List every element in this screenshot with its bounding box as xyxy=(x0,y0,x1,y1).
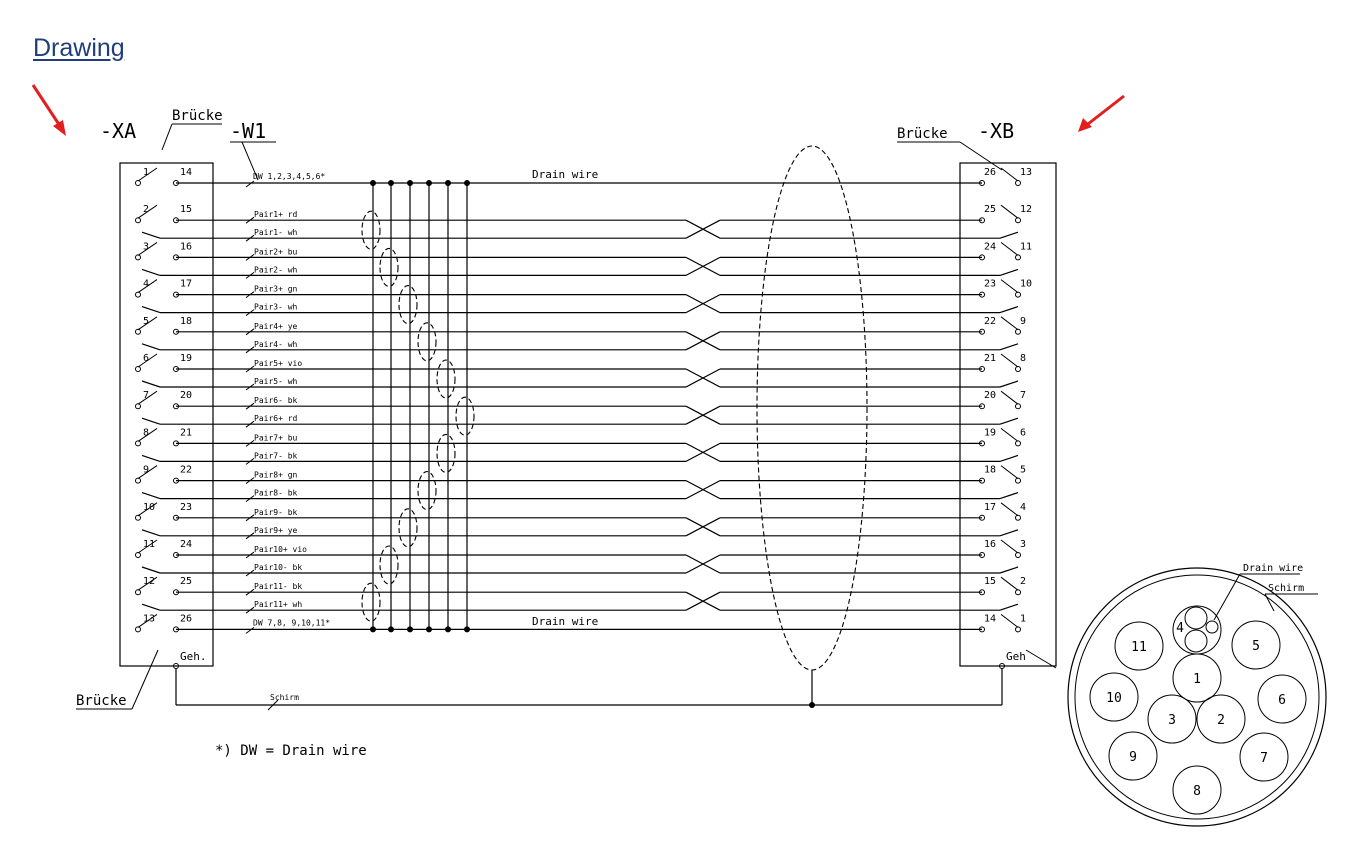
xa-pin-number: 8 xyxy=(143,427,150,439)
xb-pin-number: 20 xyxy=(984,390,997,402)
xb-pin-number: 26 xyxy=(984,167,997,178)
xb-pin-number: 3 xyxy=(1020,539,1027,550)
cable-w1-label: -W1 xyxy=(230,119,267,143)
xb-pin-number: 23 xyxy=(984,278,997,290)
drain-wire-label-bottom: Drain wire xyxy=(532,615,599,628)
xb-pin-number: 22 xyxy=(984,315,997,327)
xb-pin-number: 1 xyxy=(1020,613,1027,625)
core-label: 4 xyxy=(1176,621,1184,636)
wire-label: Pair8- bk xyxy=(254,488,298,498)
wire-label: Pair11- bk xyxy=(254,582,303,592)
core-label: 7 xyxy=(1260,751,1268,766)
xa-pin-number: 12 xyxy=(143,576,156,588)
wire-label: Pair4+ ye xyxy=(254,321,298,331)
xb-pin-number: 6 xyxy=(1020,427,1027,439)
wire-label: Pair1- wh xyxy=(254,228,298,238)
wire-label: Pair6+ rd xyxy=(254,414,298,424)
wire-label: Pair7+ bu xyxy=(254,433,298,443)
wire-label: Pair9+ ye xyxy=(254,525,298,535)
xa-bridge-top-label: Brücke xyxy=(172,108,223,124)
pair-shield-loop xyxy=(380,248,398,286)
xa-bridge-bottom-label: Brücke xyxy=(76,693,127,709)
pair-shield-loop xyxy=(362,211,380,249)
core-label: 6 xyxy=(1278,693,1286,708)
wire-label: Pair5- wh xyxy=(254,377,298,386)
xb-pin-number: 19 xyxy=(984,427,997,439)
wire-label: Pair6- bk xyxy=(254,396,298,406)
xa-pin-number: 7 xyxy=(143,390,150,402)
xa-pin-number: 6 xyxy=(143,353,150,364)
xa-pin-number: 19 xyxy=(180,353,193,364)
core-label: 5 xyxy=(1252,639,1260,654)
core-label: 9 xyxy=(1129,750,1137,765)
xa-pin-number: 20 xyxy=(180,390,193,402)
xb-pin-number: 7 xyxy=(1020,390,1027,402)
xb-pin-number: 24 xyxy=(984,241,997,253)
wire-label: Pair9- bk xyxy=(254,507,298,517)
xb-pin-number: 11 xyxy=(1020,241,1033,253)
core-label: 1 xyxy=(1193,672,1201,687)
xb-pin-number: 16 xyxy=(984,539,997,550)
xa-pin-number: 1 xyxy=(143,167,150,178)
red-arrow-xa xyxy=(33,85,66,136)
xb-bridge-label: Brücke xyxy=(897,126,948,142)
wire-label: Pair1+ rd xyxy=(254,210,298,220)
xb-pin-number: 17 xyxy=(984,501,997,513)
pair-shield-loop xyxy=(362,583,380,621)
wire-label: Pair8+ gn xyxy=(254,470,298,480)
connector-xa-pins xyxy=(136,167,193,632)
xa-housing-label: Geh. xyxy=(180,650,207,663)
pair-shield-loop xyxy=(399,286,417,324)
xa-pin-number: 3 xyxy=(143,241,150,253)
red-arrow-xb xyxy=(1078,96,1124,132)
wire-label: Pair10- bk xyxy=(254,563,303,572)
pair-shield-loop xyxy=(399,509,417,547)
xa-pin-number: 14 xyxy=(180,167,193,178)
xb-pin-number: 18 xyxy=(984,464,997,476)
cross-section-shield-label: Schirm xyxy=(1268,583,1305,594)
xa-pin-number: 25 xyxy=(180,576,193,588)
xb-pin-number: 14 xyxy=(984,613,997,625)
xa-pin-number: 15 xyxy=(180,204,193,216)
cable-shield-ellipse xyxy=(757,146,867,670)
core-label: 11 xyxy=(1131,640,1147,655)
wire-label: Pair7- bk xyxy=(254,451,298,461)
xb-pin-number: 9 xyxy=(1020,315,1027,327)
xb-pin-number: 25 xyxy=(984,204,997,216)
xa-pin-number: 26 xyxy=(180,613,193,625)
xb-pin-number: 21 xyxy=(984,353,997,364)
wire-label: Pair3- wh xyxy=(254,302,298,312)
pair-shield-loop xyxy=(380,546,398,584)
xb-pin-number: 8 xyxy=(1020,353,1027,364)
wire-label: Pair10+ vio xyxy=(254,545,307,554)
xb-pin-number: 12 xyxy=(1020,204,1033,216)
core-label: 10 xyxy=(1106,691,1122,706)
pair-shield-loop xyxy=(456,397,474,435)
drain-wire-label-top: Drain wire xyxy=(532,168,599,181)
xb-pin-number: 2 xyxy=(1020,576,1027,588)
xb-pin-number: 4 xyxy=(1020,501,1027,513)
xb-housing-label: Geh xyxy=(1006,650,1026,663)
shield-label: Schirm xyxy=(270,693,299,702)
xa-pin-number: 11 xyxy=(143,539,156,550)
cross-section-drain-label: Drain wire xyxy=(1243,563,1304,574)
xa-pin-number: 22 xyxy=(180,464,193,476)
xa-pin-number: 17 xyxy=(180,278,193,290)
xa-pin-number: 16 xyxy=(180,241,193,253)
xa-pin-number: 13 xyxy=(143,613,156,625)
xa-pin-number: 10 xyxy=(143,501,156,513)
xa-pin-number: 24 xyxy=(180,539,193,550)
wire-label: Pair11+ wh xyxy=(254,600,303,610)
xa-pin-number: 2 xyxy=(143,204,150,216)
cross-section-cores xyxy=(1090,606,1306,814)
wire-label: DW 7,8, 9,10,11* xyxy=(253,618,331,628)
xa-pin-number: 21 xyxy=(180,427,193,439)
wire-label: Pair4- wh xyxy=(254,339,298,349)
wire-labels xyxy=(246,172,330,633)
xb-pin-number: 10 xyxy=(1020,278,1033,290)
pair-shield-loop xyxy=(437,434,455,472)
xa-pin-number: 5 xyxy=(143,315,150,327)
xa-pin-number: 9 xyxy=(143,464,150,476)
wire-label: DW 1,2,3,4,5,6* xyxy=(253,172,326,181)
connector-xb-label: -XB xyxy=(978,119,1015,143)
pair-shield-loop xyxy=(418,472,436,510)
xb-pin-number: 15 xyxy=(984,576,997,588)
xa-pin-number: 4 xyxy=(143,278,150,290)
page-title: Drawing xyxy=(33,34,125,62)
cable-cross-section xyxy=(1068,563,1326,826)
wire-label: Pair2- wh xyxy=(254,265,298,275)
wire-label: Pair2+ bu xyxy=(254,247,298,257)
xb-pin-number: 13 xyxy=(1020,167,1033,178)
pair-shield-loop xyxy=(418,323,436,361)
xb-pin-number: 5 xyxy=(1020,464,1027,476)
core-label: 8 xyxy=(1193,784,1201,799)
xa-pin-number: 23 xyxy=(180,501,193,513)
footnote: *) DW = Drain wire xyxy=(215,743,367,759)
core-label: 3 xyxy=(1168,713,1176,728)
connector-xa-label: -XA xyxy=(100,119,137,143)
pair-shield-loop xyxy=(437,360,455,398)
wire-label: Pair5+ vio xyxy=(254,359,303,368)
xa-pin-number: 18 xyxy=(180,315,193,327)
wire-label: Pair3+ gn xyxy=(254,284,298,294)
core-label: 2 xyxy=(1217,713,1225,728)
